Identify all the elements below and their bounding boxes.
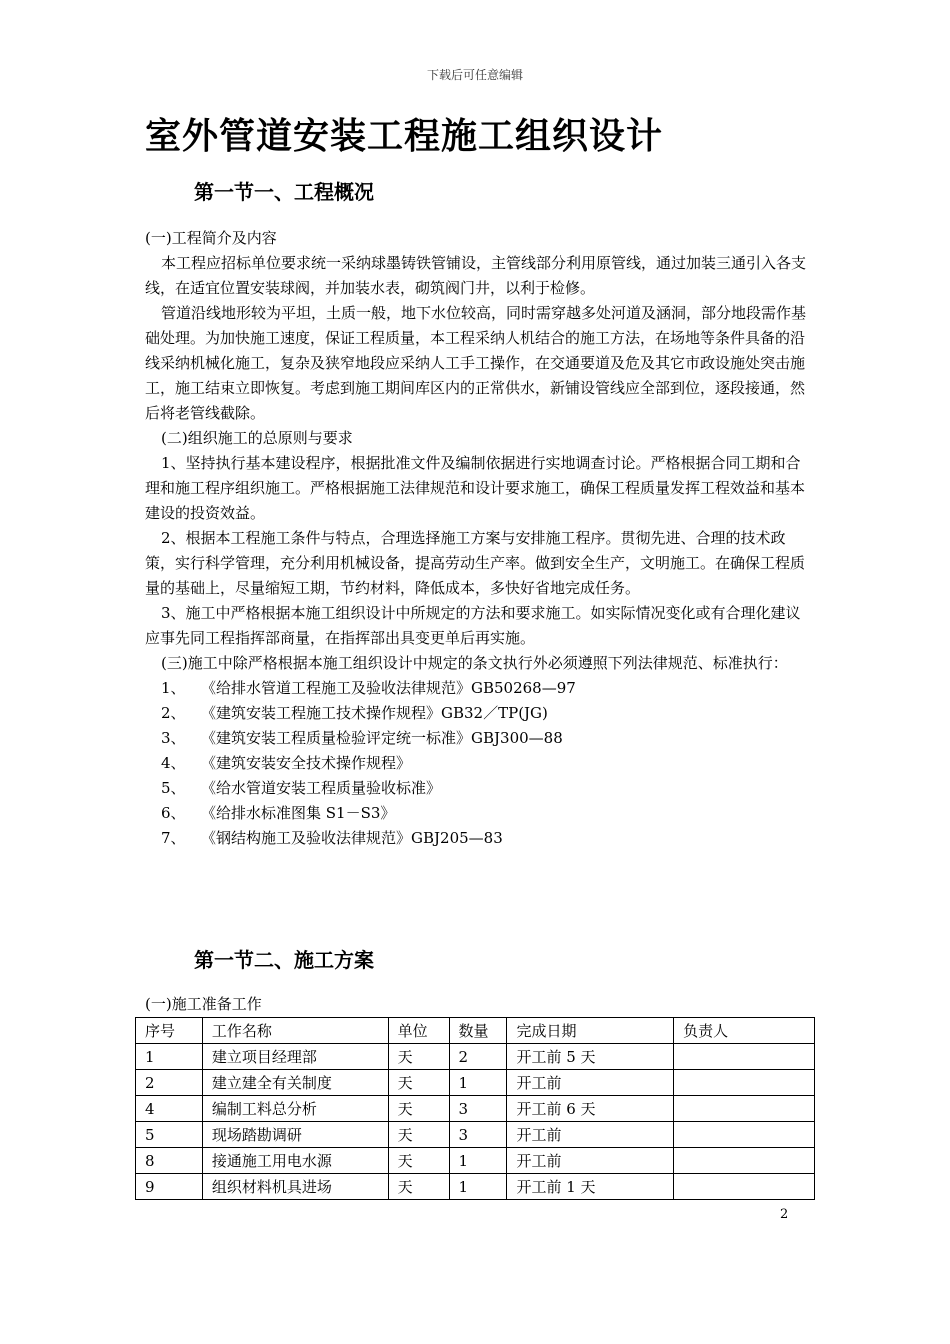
paragraph: 本工程应招标单位要求统一采纳球墨铸铁管铺设，主管线部分利用原管线，通过加装三通引入各支线，在适宜位置安装球阀，并加装水表，砌筑阀门井，以利于检修。 <box>145 254 807 297</box>
table-cell: 天 <box>388 1122 449 1148</box>
column-header: 序号 <box>136 1018 203 1044</box>
table-row <box>136 1044 815 1070</box>
subsection-heading: (一)工程简介及内容 <box>145 229 277 247</box>
table-cell: 1 <box>136 1044 203 1070</box>
subsection-heading: (三)施工中除严格根据本施工组织设计中规定的条文执行外必须遵照下列法律规范、标准执行： <box>161 654 788 672</box>
table-cell: 天 <box>388 1070 449 1096</box>
table-cell: 4 <box>136 1096 203 1122</box>
subsection-heading: (一)施工准备工作 <box>145 995 262 1013</box>
list-item: 6、 《给排水标准图集 S1－S3》 <box>161 804 396 822</box>
subsection-heading: (二)组织施工的总原则与要求 <box>161 429 353 447</box>
table-cell: 2 <box>449 1044 507 1070</box>
table-cell: 现场踏勘调研 <box>202 1122 388 1148</box>
table-cell: 组织材料机具进场 <box>202 1174 388 1200</box>
table-cell: 9 <box>136 1174 203 1200</box>
principle-item: 2、根据本工程施工条件与特点，合理选择施工方案与安排施工程序。贯彻先进、合理的技术政策，实行科学管理，充分利用机械设备，提高劳动生产率。做到安全生产，文明施工。在确保工程质量的基础上，尽量缩短工期，节约材料，降低成本，多快好省地完成任务。 <box>145 529 806 597</box>
header-note: 下载后可任意编辑 <box>426 68 523 82</box>
column-header: 数量 <box>449 1018 507 1044</box>
column-header: 负责人 <box>674 1018 815 1044</box>
column-header: 工作名称 <box>202 1018 388 1044</box>
section-heading-plan: 第一节二、施工方案 <box>194 948 374 972</box>
table-cell: 建立建全有关制度 <box>202 1070 388 1096</box>
table-header-row <box>136 1018 815 1044</box>
overview-body <box>145 226 810 851</box>
table-cell: 3 <box>449 1122 507 1148</box>
table-cell: 8 <box>136 1148 203 1174</box>
table-cell <box>674 1148 815 1174</box>
table-cell: 建立项目经理部 <box>202 1044 388 1070</box>
table-row <box>136 1096 815 1122</box>
list-item: 3、 《建筑安装工程质量检验评定统一标准》GBJ300—88 <box>161 729 563 747</box>
paragraph: 管道沿线地形较为平坦，土质一般，地下水位较高，同时需穿越多处河道及涵洞，部分地段需作基础处理。为加快施工速度，保证工程质量，本工程采纳人机结合的施工方法，在场地等条件具备的沿线采纳机械化施工，复杂及狭窄地段应采纳人工手工操作，在交通要道及危及其它市政设施处突击施工，施工结束立即恢复。考虑到施工期间库区内的正常供水，新铺设管线应全部到位，逐段接通，然后将老管线截除。 <box>145 304 807 422</box>
table-cell: 1 <box>449 1174 507 1200</box>
table-cell <box>674 1096 815 1122</box>
table-cell: 天 <box>388 1044 449 1070</box>
table-cell: 开工前 6 天 <box>507 1096 674 1122</box>
table-cell: 接通施工用电水源 <box>202 1148 388 1174</box>
table-cell: 编制工料总分析 <box>202 1096 388 1122</box>
column-header: 完成日期 <box>507 1018 674 1044</box>
table-cell: 开工前 <box>507 1122 674 1148</box>
table-cell <box>674 1070 815 1096</box>
table-row <box>136 1122 815 1148</box>
list-item: 5、 《给水管道安装工程质量验收标准》 <box>161 779 442 797</box>
preparation-table <box>135 1017 815 1200</box>
table-cell: 2 <box>136 1070 203 1096</box>
table-cell <box>674 1044 815 1070</box>
standards-list <box>145 676 810 851</box>
table-cell: 天 <box>388 1096 449 1122</box>
list-item: 7、 《钢结构施工及验收法律规范》GBJ205—83 <box>161 829 503 847</box>
list-item: 4、 《建筑安装安全技术操作规程》 <box>161 754 412 772</box>
table-cell: 1 <box>449 1148 507 1174</box>
table-row <box>136 1148 815 1174</box>
principle-item: 3、施工中严格根据本施工组织设计中所规定的方法和要求施工。如实际情况变化或有合理化建议应事先同工程指挥部商量，在指挥部出具变更单后再实施。 <box>145 604 801 647</box>
table-cell: 天 <box>388 1148 449 1174</box>
table-cell: 5 <box>136 1122 203 1148</box>
column-header: 单位 <box>388 1018 449 1044</box>
plan-body <box>145 992 810 1017</box>
table-cell: 开工前 <box>507 1148 674 1174</box>
table-row <box>136 1174 815 1200</box>
table-cell: 1 <box>449 1070 507 1096</box>
principle-item: 1、坚持执行基本建设程序，根据批准文件及编制依据进行实地调查讨论。严格根据合同工期和合理和施工程序组织施工。严格根据施工法律规范和设计要求施工，确保工程质量发挥工程效益和基本建设的投资效益。 <box>145 454 806 522</box>
table-cell: 开工前 5 天 <box>507 1044 674 1070</box>
table-cell <box>674 1122 815 1148</box>
table-row <box>136 1070 815 1096</box>
page-number: 2 <box>780 1207 789 1222</box>
list-item: 2、 《建筑安装工程施工技术操作规程》GB32／TP(JG) <box>161 704 548 722</box>
table-cell: 天 <box>388 1174 449 1200</box>
table-cell: 开工前 <box>507 1070 674 1096</box>
table-cell <box>674 1174 815 1200</box>
table-cell: 开工前 1 天 <box>507 1174 674 1200</box>
list-item: 1、 《给排水管道工程施工及验收法律规范》GB50268—97 <box>161 679 576 697</box>
document-title: 室外管道安装工程施工组织设计 <box>145 116 664 157</box>
section-heading-overview: 第一节一、工程概况 <box>194 180 374 204</box>
table-cell: 3 <box>449 1096 507 1122</box>
